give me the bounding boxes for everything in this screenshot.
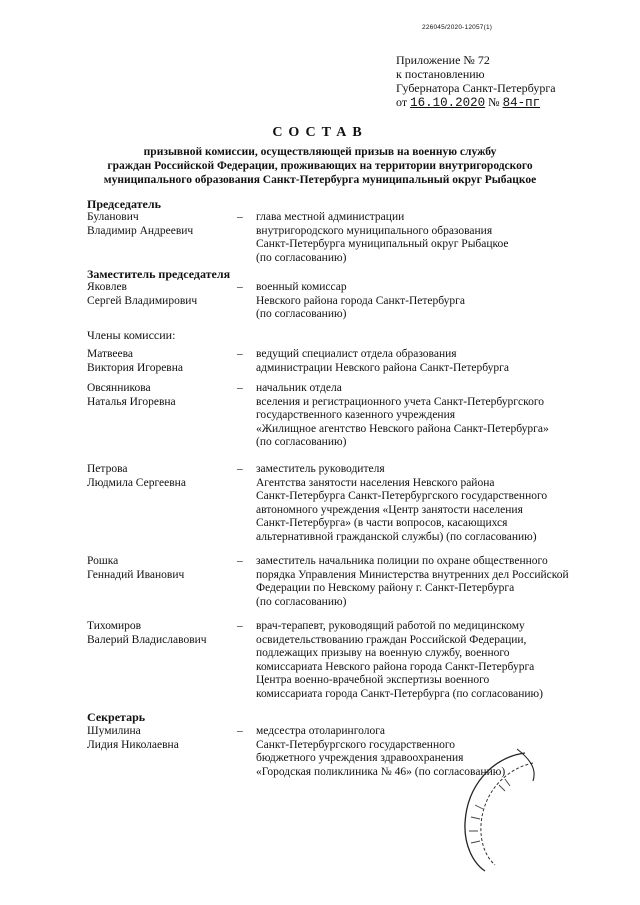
date-prefix: от: [396, 95, 408, 109]
member-name: [87, 725, 237, 752]
member-given-names: Валерий Владиславович: [87, 633, 207, 646]
role-line: комиссариата города Санкт-Петербурга (по согласованию): [256, 687, 543, 700]
role-line: Санкт-Петербурга муниципальный округ Рыбацкое: [256, 238, 509, 251]
member-surname: Шумилина: [87, 725, 141, 737]
member-given-names: Лидия Николаевна: [87, 738, 179, 751]
role-line: Санкт-Петербурга Санкт-Петербургского государственного: [256, 490, 548, 503]
role-line: внутригородского муниципального образования: [256, 224, 493, 237]
member-role: [256, 348, 631, 375]
role-line: Санкт-Петербургского государственного: [256, 738, 456, 751]
appendix-ref: к постановлению: [396, 67, 485, 81]
dash-separator: –: [237, 463, 243, 475]
appendix-issuer: Губернатора Санкт-Петербурга: [396, 81, 556, 95]
member-role: [256, 211, 631, 265]
role-line: глава местной администрации: [256, 211, 405, 223]
role-line: Федерации по Невскому району г. Санкт-Петербурга: [256, 582, 515, 595]
role-line: автономного учреждения «Центр занятости населения: [256, 503, 523, 516]
role-line: ведущий специалист отдела образования: [256, 348, 457, 360]
date-value: 16.10.2020: [410, 96, 486, 110]
member-surname: Буланович: [87, 211, 139, 223]
member-name: [87, 620, 237, 647]
document-title: СОСТАВ: [272, 125, 368, 140]
role-line: бюджетного учреждения здравоохранения: [256, 752, 464, 765]
member-surname: Рошка: [87, 555, 119, 567]
subtitle-line: муниципального образования Санкт-Петербурга муниципальный округ Рыбацкое: [103, 174, 537, 186]
section-deputy: Заместитель председателя: [87, 267, 231, 281]
subtitle-line: граждан Российской Федерации, проживающих на территории внутригородского: [107, 160, 533, 172]
document-subtitle: [0, 145, 640, 187]
member-name: [87, 382, 237, 409]
member-role: [256, 463, 631, 545]
number-sign: №: [488, 95, 500, 109]
role-line: начальник отдела: [256, 382, 342, 394]
role-line: Невского района города Санкт-Петербурга: [256, 294, 465, 307]
official-stamp-icon: [455, 745, 565, 875]
member-given-names: Людмила Сергеевна: [87, 476, 186, 489]
role-line: Санкт-Петербурга» (в части вопросов, касающихся: [256, 517, 508, 530]
member-name: [87, 348, 237, 375]
dash-separator: –: [237, 620, 243, 632]
role-line: освидетельствованию граждан Российской Федерации,: [256, 633, 527, 646]
role-line: альтернативной гражданской службы) (по согласованию): [256, 530, 537, 543]
member-surname: Яковлев: [87, 281, 127, 293]
member-role: [256, 620, 631, 702]
role-line: (по согласованию): [256, 308, 347, 321]
role-line: Центра военно-врачебной экспертизы военного: [256, 674, 490, 687]
member-surname: Петрова: [87, 463, 128, 475]
role-line: медсестра отоларинголога: [256, 725, 386, 737]
appendix-block: [396, 53, 556, 110]
member-role: [256, 281, 631, 322]
dash-separator: –: [237, 281, 243, 293]
member-surname: Тихомиров: [87, 620, 142, 632]
role-line: подлежащих призыву на военную службу, военного: [256, 647, 510, 660]
member-role: [256, 555, 631, 609]
role-line: вселения и регистрационного учета Санкт-Петербургского: [256, 395, 545, 408]
member-given-names: Геннадий Иванович: [87, 568, 185, 581]
role-line: (по согласованию): [256, 436, 347, 449]
appendix-number: Приложение № 72: [396, 53, 490, 67]
section-chair: Председатель: [87, 197, 161, 211]
dash-separator: –: [237, 348, 243, 360]
appendix-date-line: [396, 95, 556, 110]
section-secretary: Секретарь: [87, 710, 146, 724]
member-given-names: Владимир Андреевич: [87, 224, 194, 237]
member-surname: Овсянникова: [87, 382, 151, 394]
dash-separator: –: [237, 382, 243, 394]
member-role: [256, 382, 631, 450]
member-given-names: Виктория Игоревна: [87, 361, 183, 374]
role-line: врач-терапевт, руководящий работой по медицинскому: [256, 620, 525, 632]
dash-separator: –: [237, 211, 243, 223]
dash-separator: –: [237, 555, 243, 567]
role-line: «Городская поликлиника № 46» (по согласованию): [256, 765, 506, 778]
role-line: администрации Невского района Санкт-Петербурга: [256, 361, 509, 374]
dash-separator: –: [237, 725, 243, 737]
number-value: 84-пг: [502, 96, 541, 110]
role-line: государственного казенного учреждения: [256, 409, 456, 422]
member-name: [87, 463, 237, 490]
section-members: Члены комиссии:: [87, 328, 176, 342]
member-name: [87, 281, 237, 308]
member-name: [87, 211, 237, 238]
member-given-names: Наталья Игоревна: [87, 395, 176, 408]
role-line: комиссариата Невского района города Санкт-Петербурга: [256, 660, 535, 673]
member-name: [87, 555, 237, 582]
role-line: «Жилищное агентство Невского района Санкт-Петербурга»: [256, 422, 549, 435]
member-given-names: Сергей Владимирович: [87, 294, 198, 307]
subtitle-line: призывной комиссии, осуществляющей призыв на военную службу: [143, 146, 497, 158]
role-line: порядка Управления Министерства внутренних дел Российской: [256, 568, 569, 581]
member-role: [256, 725, 631, 779]
role-line: заместитель начальника полиции по охране общественного: [256, 555, 548, 567]
member-surname: Матвеева: [87, 348, 134, 360]
role-line: заместитель руководителя: [256, 463, 385, 475]
role-line: (по согласованию): [256, 595, 347, 608]
role-line: (по согласованию): [256, 251, 347, 264]
document-heading: [0, 124, 640, 187]
role-line: военный комиссар: [256, 281, 347, 293]
role-line: Агентства занятости населения Невского района: [256, 476, 495, 489]
document-number: 226045/2020-12057(1): [422, 24, 493, 31]
